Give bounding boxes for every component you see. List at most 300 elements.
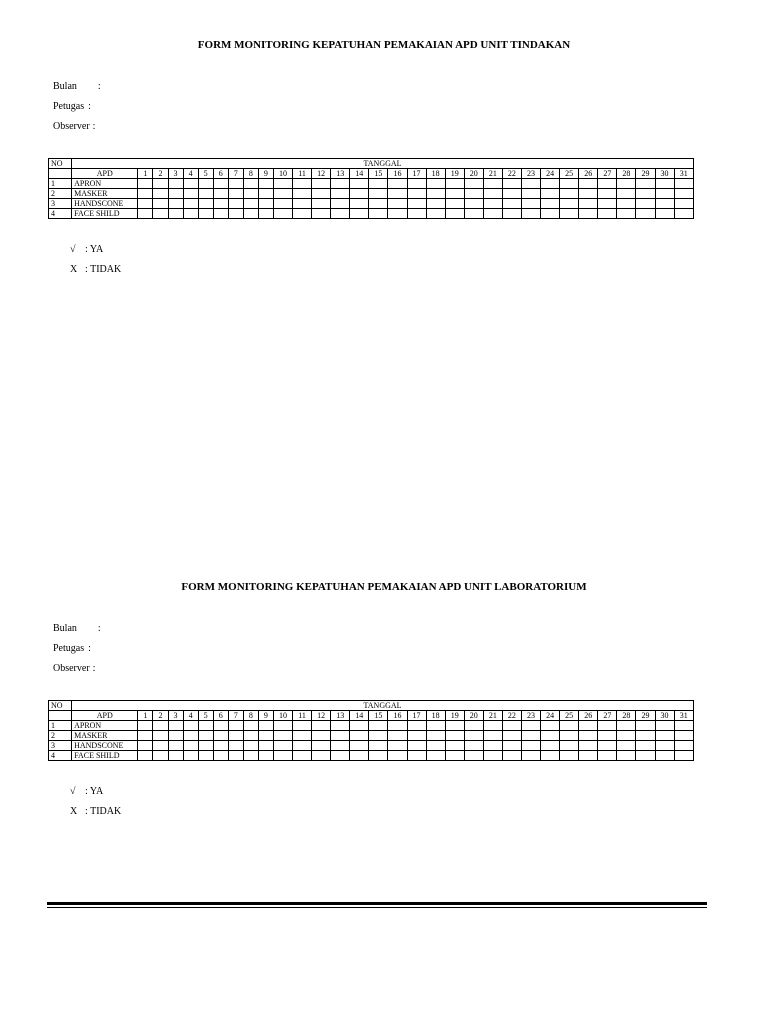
check-cell[interactable] (198, 721, 213, 731)
check-cell[interactable] (407, 721, 426, 731)
check-cell[interactable] (258, 189, 273, 199)
check-cell[interactable] (426, 199, 445, 209)
check-cell[interactable] (153, 189, 168, 199)
check-cell[interactable] (312, 189, 331, 199)
check-cell[interactable] (198, 741, 213, 751)
petugas-label: Petugas (53, 643, 85, 654)
check-cell[interactable] (502, 721, 521, 731)
check-cell[interactable] (243, 741, 258, 751)
day-header: 10 (273, 169, 292, 179)
apd-name: FACE SHILD (72, 751, 138, 761)
check-cell[interactable] (483, 731, 502, 741)
check-cell[interactable] (243, 189, 258, 199)
check-cell[interactable] (655, 189, 674, 199)
check-cell[interactable] (228, 731, 243, 741)
apd-name: MASKER (72, 189, 138, 199)
check-cell[interactable] (636, 751, 655, 761)
check-cell[interactable] (560, 731, 579, 741)
check-cell[interactable] (213, 751, 228, 761)
check-cell[interactable] (674, 731, 693, 741)
check-cell[interactable] (258, 741, 273, 751)
check-cell[interactable] (168, 199, 183, 209)
check-cell[interactable] (426, 751, 445, 761)
check-cell[interactable] (228, 179, 243, 189)
check-cell[interactable] (521, 189, 540, 199)
check-cell[interactable] (426, 179, 445, 189)
day-header: 22 (502, 711, 521, 721)
check-cell[interactable] (293, 751, 312, 761)
check-cell[interactable] (369, 741, 388, 751)
check-cell[interactable] (388, 209, 407, 219)
check-cell[interactable] (168, 209, 183, 219)
petugas-field (53, 643, 91, 654)
check-cell[interactable] (407, 209, 426, 219)
check-cell[interactable] (483, 741, 502, 751)
check-cell[interactable] (138, 751, 153, 761)
check-cell[interactable] (598, 189, 617, 199)
check-cell[interactable] (617, 209, 636, 219)
check-cell[interactable] (426, 741, 445, 751)
legend-ya-text: : YA (85, 786, 104, 797)
check-cell[interactable] (273, 189, 292, 199)
check-cell[interactable] (560, 209, 579, 219)
check-cell[interactable] (521, 209, 540, 219)
check-cell[interactable] (213, 179, 228, 189)
check-cell[interactable] (655, 741, 674, 751)
day-header: 28 (617, 169, 636, 179)
check-cell[interactable] (636, 189, 655, 199)
day-header: 9 (258, 169, 273, 179)
check-cell[interactable] (258, 731, 273, 741)
check-cell[interactable] (617, 731, 636, 741)
check-cell[interactable] (293, 189, 312, 199)
check-cell[interactable] (258, 199, 273, 209)
check-cell[interactable] (138, 199, 153, 209)
tanggal-header: TANGGAL (72, 701, 694, 711)
check-cell[interactable] (598, 179, 617, 189)
check-cell[interactable] (579, 209, 598, 219)
check-cell[interactable] (407, 751, 426, 761)
check-cell[interactable] (655, 721, 674, 731)
check-cell[interactable] (293, 741, 312, 751)
check-cell[interactable] (598, 209, 617, 219)
check-cell[interactable] (331, 199, 350, 209)
check-cell[interactable] (674, 179, 693, 189)
check-cell[interactable] (350, 199, 369, 209)
check-cell[interactable] (579, 731, 598, 741)
check-cell[interactable] (388, 721, 407, 731)
check-cell[interactable] (483, 179, 502, 189)
check-cell[interactable] (617, 179, 636, 189)
day-header: 3 (168, 169, 183, 179)
check-cell[interactable] (636, 741, 655, 751)
day-header: 14 (350, 711, 369, 721)
check-cell[interactable] (138, 189, 153, 199)
row-number: 2 (49, 731, 72, 741)
check-cell[interactable] (560, 741, 579, 751)
check-cell[interactable] (541, 751, 560, 761)
table-row (49, 751, 694, 761)
check-cell[interactable] (560, 189, 579, 199)
bulan-field (53, 623, 101, 634)
row-number: 2 (49, 189, 72, 199)
day-header: 27 (598, 169, 617, 179)
check-cell[interactable] (674, 189, 693, 199)
check-cell[interactable] (243, 179, 258, 189)
check-cell[interactable] (407, 741, 426, 751)
row-number: 4 (49, 209, 72, 219)
check-cell[interactable] (331, 721, 350, 731)
check-cell[interactable] (407, 189, 426, 199)
check-cell[interactable] (153, 741, 168, 751)
day-header: 27 (598, 711, 617, 721)
check-icon: √ (70, 244, 76, 255)
check-cell[interactable] (445, 741, 464, 751)
check-cell[interactable] (138, 179, 153, 189)
check-cell[interactable] (273, 741, 292, 751)
check-cell[interactable] (388, 189, 407, 199)
check-cell[interactable] (369, 731, 388, 741)
check-cell[interactable] (502, 179, 521, 189)
check-cell[interactable] (350, 179, 369, 189)
check-cell[interactable] (598, 741, 617, 751)
check-cell[interactable] (183, 209, 198, 219)
check-cell[interactable] (198, 189, 213, 199)
check-cell[interactable] (198, 751, 213, 761)
check-cell[interactable] (407, 179, 426, 189)
check-cell[interactable] (560, 751, 579, 761)
check-cell[interactable] (483, 751, 502, 761)
monitoring-table (48, 700, 694, 761)
check-cell[interactable] (407, 731, 426, 741)
table-row (49, 189, 694, 199)
check-cell[interactable] (598, 751, 617, 761)
day-header: 20 (464, 169, 483, 179)
check-cell[interactable] (138, 721, 153, 731)
check-cell[interactable] (228, 721, 243, 731)
check-cell[interactable] (350, 209, 369, 219)
check-cell[interactable] (426, 189, 445, 199)
check-cell[interactable] (407, 199, 426, 209)
check-cell[interactable] (168, 721, 183, 731)
check-cell[interactable] (541, 721, 560, 731)
check-cell[interactable] (331, 179, 350, 189)
day-header: 23 (521, 711, 540, 721)
check-cell[interactable] (168, 741, 183, 751)
petugas-separator: : (88, 101, 91, 112)
check-cell[interactable] (388, 199, 407, 209)
check-cell[interactable] (502, 189, 521, 199)
check-cell[interactable] (138, 731, 153, 741)
check-cell[interactable] (464, 721, 483, 731)
no-blank-cell (49, 711, 72, 721)
check-cell[interactable] (579, 721, 598, 731)
check-cell[interactable] (350, 751, 369, 761)
check-cell[interactable] (655, 731, 674, 741)
table-subheader-row (49, 711, 694, 721)
check-cell[interactable] (598, 731, 617, 741)
check-cell[interactable] (258, 751, 273, 761)
check-cell[interactable] (153, 731, 168, 741)
check-cell[interactable] (312, 741, 331, 751)
check-cell[interactable] (168, 189, 183, 199)
check-cell[interactable] (464, 731, 483, 741)
day-header: 14 (350, 169, 369, 179)
check-cell[interactable] (183, 721, 198, 731)
check-cell[interactable] (464, 209, 483, 219)
check-cell[interactable] (228, 209, 243, 219)
check-cell[interactable] (213, 721, 228, 731)
check-cell[interactable] (312, 731, 331, 741)
check-cell[interactable] (331, 189, 350, 199)
check-cell[interactable] (674, 209, 693, 219)
check-cell[interactable] (464, 751, 483, 761)
check-cell[interactable] (312, 179, 331, 189)
check-cell[interactable] (312, 751, 331, 761)
apd-name: APRON (72, 179, 138, 189)
check-cell[interactable] (213, 731, 228, 741)
check-cell[interactable] (483, 721, 502, 731)
check-cell[interactable] (445, 189, 464, 199)
check-cell[interactable] (655, 751, 674, 761)
check-cell[interactable] (350, 721, 369, 731)
check-cell[interactable] (560, 179, 579, 189)
day-header: 26 (579, 711, 598, 721)
check-cell[interactable] (369, 751, 388, 761)
check-cell[interactable] (258, 209, 273, 219)
check-cell[interactable] (198, 199, 213, 209)
check-cell[interactable] (369, 721, 388, 731)
check-cell[interactable] (521, 199, 540, 209)
check-cell[interactable] (153, 209, 168, 219)
check-cell[interactable] (138, 209, 153, 219)
check-cell[interactable] (655, 209, 674, 219)
check-cell[interactable] (445, 199, 464, 209)
check-cell[interactable] (617, 751, 636, 761)
check-cell[interactable] (183, 189, 198, 199)
check-cell[interactable] (258, 179, 273, 189)
check-cell[interactable] (228, 751, 243, 761)
check-cell[interactable] (521, 721, 540, 731)
check-cell[interactable] (331, 741, 350, 751)
check-cell[interactable] (243, 209, 258, 219)
monitoring-table (48, 158, 694, 219)
apd-name: MASKER (72, 731, 138, 741)
check-cell[interactable] (183, 731, 198, 741)
check-cell[interactable] (153, 199, 168, 209)
check-cell[interactable] (293, 179, 312, 189)
check-cell[interactable] (369, 189, 388, 199)
check-cell[interactable] (183, 199, 198, 209)
check-cell[interactable] (541, 179, 560, 189)
check-cell[interactable] (445, 731, 464, 741)
check-cell[interactable] (183, 179, 198, 189)
check-cell[interactable] (464, 741, 483, 751)
table-subheader-row (49, 169, 694, 179)
day-header: 15 (369, 169, 388, 179)
table-header-row (49, 159, 694, 169)
check-cell[interactable] (445, 209, 464, 219)
check-cell[interactable] (636, 731, 655, 741)
day-header: 11 (293, 711, 312, 721)
check-cell[interactable] (560, 721, 579, 731)
check-cell[interactable] (138, 741, 153, 751)
check-cell[interactable] (636, 179, 655, 189)
check-cell[interactable] (293, 731, 312, 741)
check-cell[interactable] (198, 179, 213, 189)
check-cell[interactable] (369, 209, 388, 219)
check-cell[interactable] (464, 189, 483, 199)
check-cell[interactable] (617, 741, 636, 751)
check-cell[interactable] (636, 209, 655, 219)
check-cell[interactable] (464, 199, 483, 209)
check-cell[interactable] (617, 189, 636, 199)
check-cell[interactable] (331, 209, 350, 219)
check-cell[interactable] (445, 721, 464, 731)
check-cell[interactable] (331, 751, 350, 761)
check-cell[interactable] (369, 179, 388, 189)
check-cell[interactable] (273, 731, 292, 741)
check-cell[interactable] (579, 179, 598, 189)
check-cell[interactable] (243, 751, 258, 761)
check-cell[interactable] (312, 209, 331, 219)
check-cell[interactable] (213, 199, 228, 209)
check-cell[interactable] (521, 741, 540, 751)
check-cell[interactable] (293, 209, 312, 219)
check-cell[interactable] (153, 721, 168, 731)
check-cell[interactable] (445, 179, 464, 189)
check-cell[interactable] (579, 741, 598, 751)
check-cell[interactable] (273, 179, 292, 189)
cross-icon: X (70, 264, 78, 275)
check-cell[interactable] (153, 751, 168, 761)
check-cell[interactable] (369, 199, 388, 209)
day-header: 13 (331, 169, 350, 179)
check-cell[interactable] (388, 741, 407, 751)
check-cell[interactable] (388, 751, 407, 761)
check-cell[interactable] (617, 199, 636, 209)
check-cell[interactable] (153, 179, 168, 189)
check-cell[interactable] (655, 199, 674, 209)
check-cell[interactable] (674, 721, 693, 731)
check-cell[interactable] (521, 731, 540, 741)
check-cell[interactable] (331, 731, 350, 741)
day-header: 2 (153, 169, 168, 179)
check-cell[interactable] (502, 731, 521, 741)
check-cell[interactable] (560, 199, 579, 209)
check-cell[interactable] (183, 741, 198, 751)
row-number: 1 (49, 179, 72, 189)
check-cell[interactable] (636, 199, 655, 209)
check-cell[interactable] (350, 189, 369, 199)
check-cell[interactable] (388, 731, 407, 741)
check-cell[interactable] (168, 751, 183, 761)
check-cell[interactable] (541, 199, 560, 209)
check-cell[interactable] (183, 751, 198, 761)
check-cell[interactable] (598, 721, 617, 731)
check-cell[interactable] (674, 751, 693, 761)
check-cell[interactable] (168, 179, 183, 189)
check-cell[interactable] (350, 731, 369, 741)
day-header: 24 (541, 711, 560, 721)
check-cell[interactable] (293, 721, 312, 731)
check-cell[interactable] (228, 199, 243, 209)
check-cell[interactable] (312, 721, 331, 731)
check-cell[interactable] (502, 751, 521, 761)
row-number: 3 (49, 199, 72, 209)
check-cell[interactable] (426, 721, 445, 731)
check-cell[interactable] (213, 189, 228, 199)
check-cell[interactable] (168, 731, 183, 741)
check-cell[interactable] (426, 731, 445, 741)
check-cell[interactable] (312, 199, 331, 209)
check-cell[interactable] (273, 209, 292, 219)
check-cell[interactable] (541, 189, 560, 199)
check-cell[interactable] (198, 731, 213, 741)
check-cell[interactable] (579, 751, 598, 761)
check-cell[interactable] (213, 741, 228, 751)
check-cell[interactable] (228, 741, 243, 751)
check-cell[interactable] (579, 189, 598, 199)
check-cell[interactable] (198, 209, 213, 219)
check-cell[interactable] (541, 209, 560, 219)
row-number: 4 (49, 751, 72, 761)
check-cell[interactable] (655, 179, 674, 189)
check-cell[interactable] (243, 721, 258, 731)
check-cell[interactable] (243, 731, 258, 741)
day-header: 24 (541, 169, 560, 179)
check-cell[interactable] (598, 199, 617, 209)
check-cell[interactable] (464, 179, 483, 189)
check-cell[interactable] (273, 751, 292, 761)
day-header: 16 (388, 711, 407, 721)
check-cell[interactable] (521, 179, 540, 189)
table-row (49, 199, 694, 209)
table-row (49, 179, 694, 189)
check-cell[interactable] (483, 189, 502, 199)
check-cell[interactable] (502, 199, 521, 209)
check-cell[interactable] (502, 209, 521, 219)
check-cell[interactable] (483, 199, 502, 209)
check-cell[interactable] (541, 741, 560, 751)
check-cell[interactable] (541, 731, 560, 741)
check-cell[interactable] (483, 209, 502, 219)
check-cell[interactable] (273, 721, 292, 731)
check-cell[interactable] (258, 721, 273, 731)
check-cell[interactable] (674, 741, 693, 751)
check-cell[interactable] (350, 741, 369, 751)
row-number: 1 (49, 721, 72, 731)
check-cell[interactable] (388, 179, 407, 189)
footer-rule-thick (47, 902, 707, 905)
check-cell[interactable] (502, 741, 521, 751)
check-cell[interactable] (243, 199, 258, 209)
day-header: 30 (655, 169, 674, 179)
check-cell[interactable] (674, 199, 693, 209)
check-cell[interactable] (213, 209, 228, 219)
check-cell[interactable] (579, 199, 598, 209)
check-cell[interactable] (617, 721, 636, 731)
check-cell[interactable] (445, 751, 464, 761)
check-cell[interactable] (636, 721, 655, 731)
check-cell[interactable] (293, 199, 312, 209)
check-cell[interactable] (426, 209, 445, 219)
check-cell[interactable] (273, 199, 292, 209)
day-header: 26 (579, 169, 598, 179)
check-cell[interactable] (228, 189, 243, 199)
bulan-label: Bulan (53, 623, 77, 634)
check-cell[interactable] (521, 751, 540, 761)
